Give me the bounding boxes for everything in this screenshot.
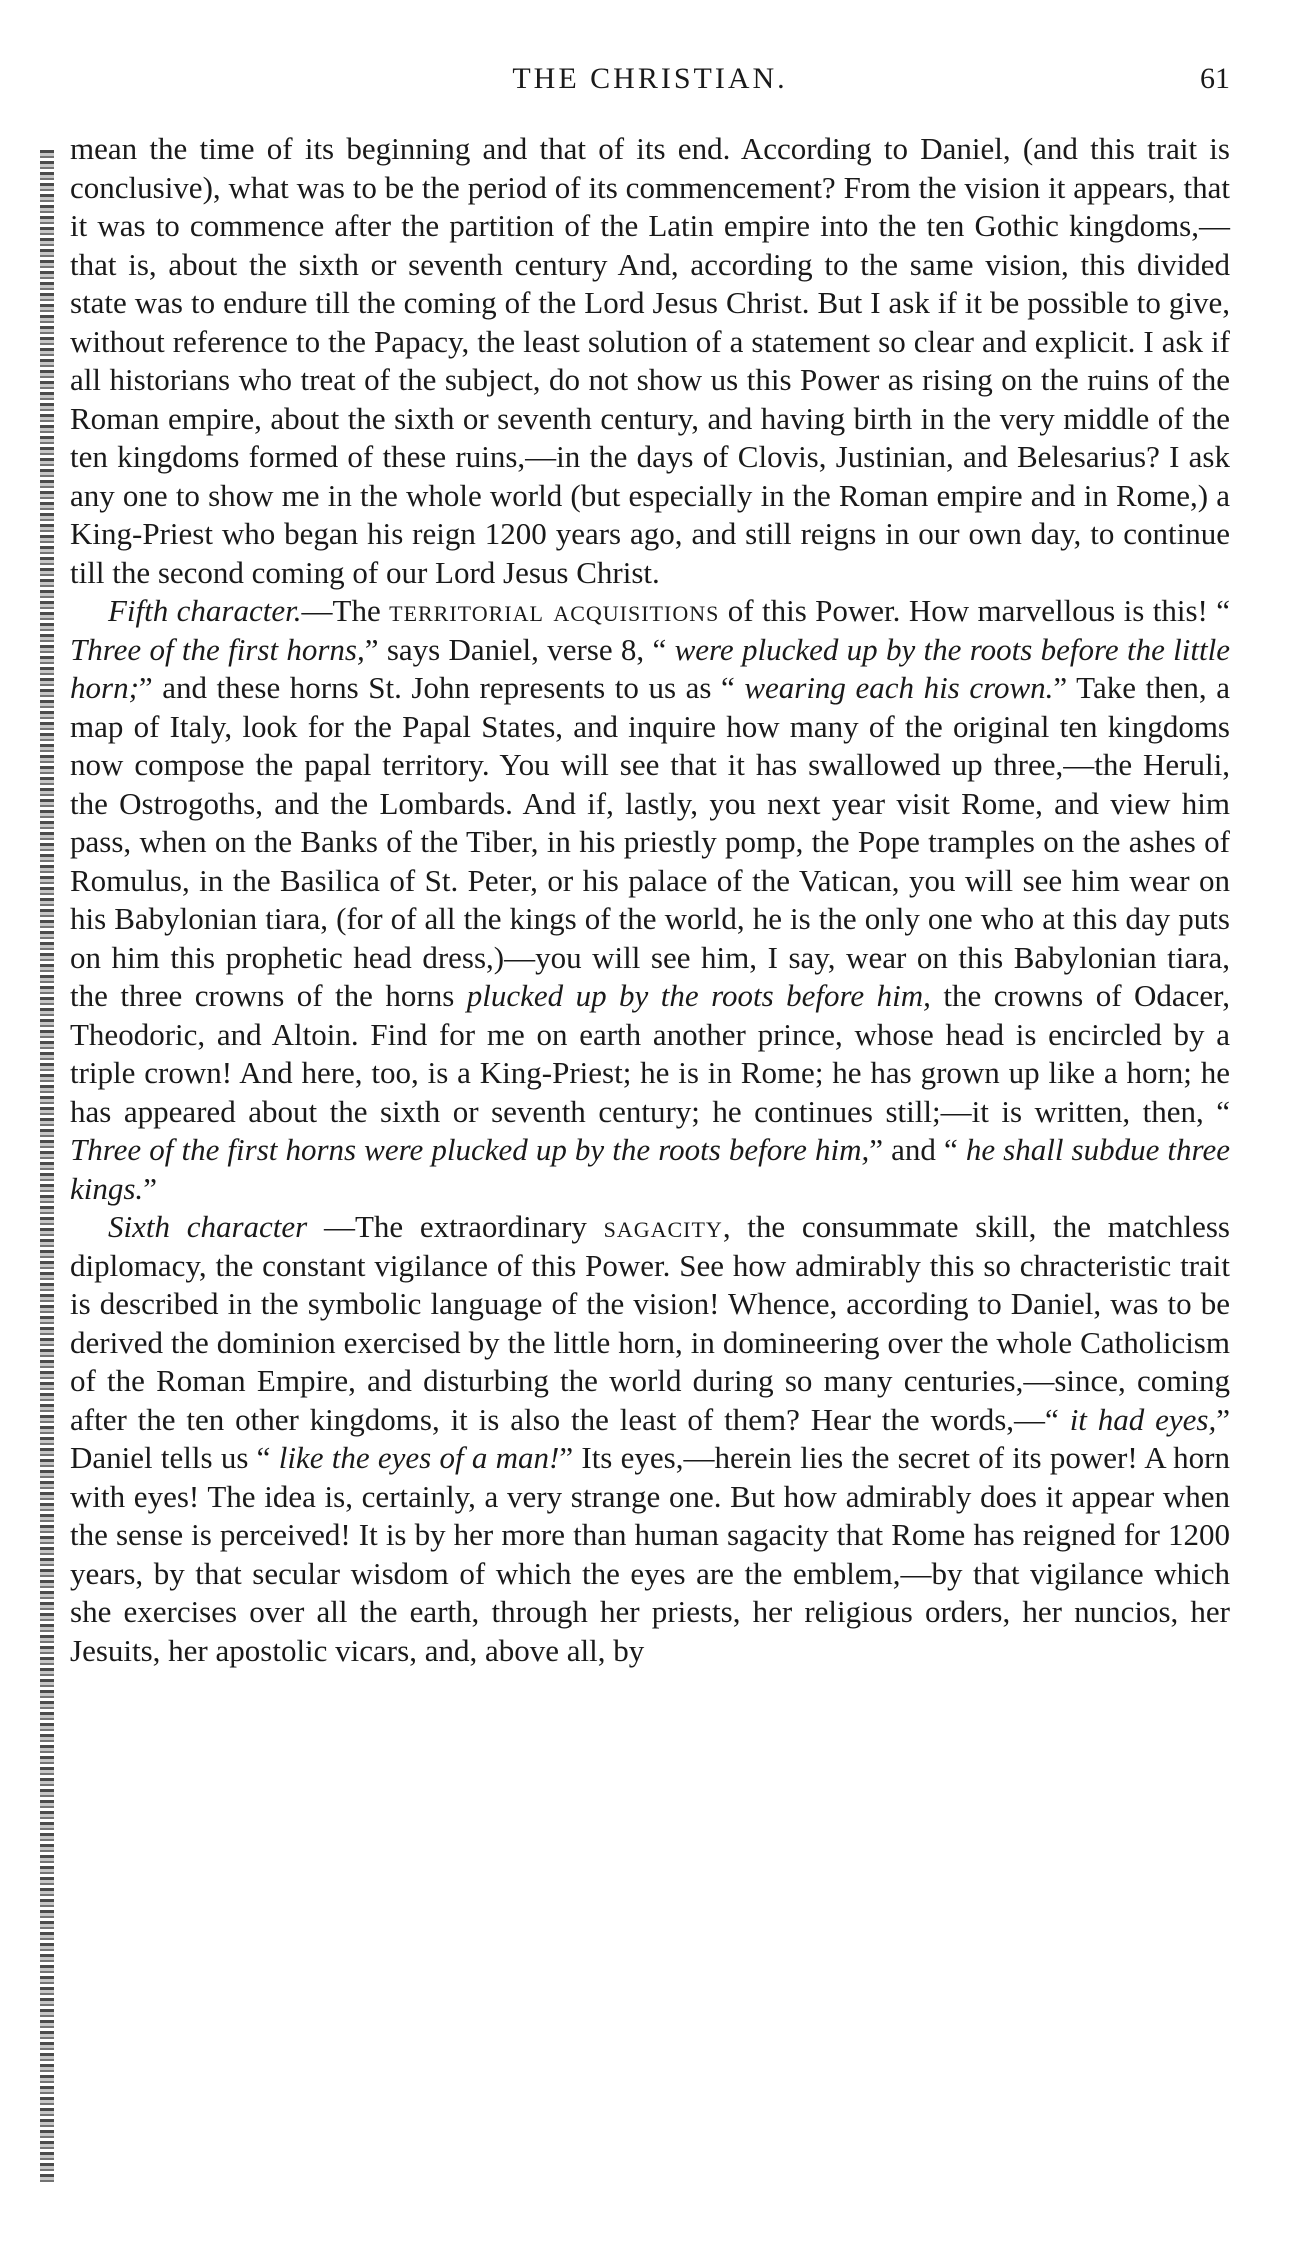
running-head: THE CHRISTIAN. bbox=[512, 62, 788, 95]
italic-text: he shall subdue three kings. bbox=[70, 1132, 1230, 1206]
text-run: —The bbox=[301, 593, 390, 628]
italic-text: it had eyes, bbox=[1069, 1401, 1217, 1437]
italic-text: Fifth character. bbox=[108, 593, 302, 628]
text-run: —The extraordinary bbox=[307, 1209, 604, 1244]
text-run: ” and “ bbox=[869, 1132, 966, 1167]
text-run: , the consummate skill, the matchless diplomacy, the constant vigilance of this Power. See how admirably this so chracteristic trait is described in the symbolic language of the vision! Whence, according to Daniel, was to be derived the dominion exercised by the little horn, in domineering over the whole Catholicism of the Roman Empire, and disturbing the world during so many centuries,—since, coming after the ten other kingdoms, it is also the least of them? Hear the words,—“ bbox=[70, 1209, 1230, 1437]
text-run: ” Take then, a map of Italy, look for the Papal States, and inquire how many of the original ten kingdoms now compose the papal territory. You will see that it has swallowed up three,—the Heruli, the Ostrogoths, and the Lombards. And if, lastly, you next year visit Rome, and view him pass, when on the Banks of the Tiber, in his priestly pomp, the Pope tramples on the ashes of Romulus, in the Basilica of St. Peter, or his palace of the Vatican, you will see him wear on his Babylonian tiara, (for of all the kings of the world, he is the only one who at this day puts on him this prophetic head dress,)—you will see him, I say, wear on this Babylonian tiara, the three crowns of the horns bbox=[70, 670, 1230, 1013]
italic-text: Three of the first horns, bbox=[70, 631, 365, 667]
text-run: the crowns of Odacer, Theodoric, and Altoin. Find for me on earth another prince, whose head is encircled by a triple crown! And here, too, is a King-Priest; he is in Rome; he has grown up like a horn; he has appeared about the sixth or seventh century; he continues still;—it is written, then, “ bbox=[70, 978, 1230, 1129]
text-run: mean the time of its beginning and that of its end. According to Daniel, (and this trait is conclusive), what was to be the period of its commencement? From the vision it appears, that it was to commence after the partition of the Latin empire into the ten Gothic kingdoms,—that is, about the sixth or seventh century And, according to the same vision, this divided state was to endure till the coming of the Lord Jesus Christ. But I ask if it be possible to give, without reference to the Papacy, the least solution of a statement so clear and explicit. I ask if all historians who treat of the subject, do not show us this Power as rising on the ruins of the Roman empire, about the sixth or seventh century, and having birth in the very middle of the ten kingdoms formed of these ruins,—in the days of Clovis, Justinian, and Belesarius? I ask any one to show me in the whole world (but especially in the Roman empire and in Rome,) a King-Priest who began his reign 1200 years ago, and still reigns in our own day, to continue till the second coming of our Lord Jesus Christ. bbox=[70, 131, 1230, 590]
text-run: ” Its eyes,—herein lies the secret of its power! A horn with eyes! The idea is, certainly, a very strange one. But how admirably does it appear when the sense is perceived! It is by her more than human sagacity that Rome has reigned for 1200 years, by that secular wisdom of which the eyes are the emblem,—by that vigilance which she exercises over all the earth, through her priests, her religious orders, her nuncios, her Jesuits, her apostolic vicars, and, above all, by bbox=[70, 1440, 1230, 1668]
text-run: ” bbox=[143, 1170, 157, 1206]
italic-text: like the eyes of a man! bbox=[278, 1440, 560, 1475]
paragraph-1 bbox=[70, 130, 1230, 592]
italic-text: wearing each his crown. bbox=[744, 670, 1054, 705]
italic-text: were plucked up by the roots before the little horn; bbox=[70, 631, 1230, 705]
italic-text: Sixth character bbox=[108, 1209, 308, 1244]
body-text bbox=[70, 130, 1230, 1670]
italic-text: Three of the first horns were plucked up by the roots before him, bbox=[70, 1132, 870, 1167]
paragraph-2 bbox=[70, 592, 1230, 1208]
italic-text: plucked up by the roots before him, bbox=[466, 978, 931, 1013]
text-run: ” Daniel tells us “ bbox=[70, 1401, 1230, 1475]
text-run: of this Power. How marvellous is this! “ bbox=[719, 593, 1231, 628]
text-run: ” and these horns St. John represents to us as “ bbox=[138, 670, 745, 705]
small-caps-text: territorial acquisitions bbox=[389, 593, 720, 628]
paragraph-3 bbox=[70, 1208, 1230, 1670]
binding-edge bbox=[40, 150, 54, 2185]
page-header bbox=[70, 62, 1230, 102]
page-number: 61 bbox=[1200, 62, 1230, 95]
small-caps-text: sagacity bbox=[603, 1209, 723, 1244]
text-run: ” says Daniel, verse 8, “ bbox=[364, 631, 675, 667]
